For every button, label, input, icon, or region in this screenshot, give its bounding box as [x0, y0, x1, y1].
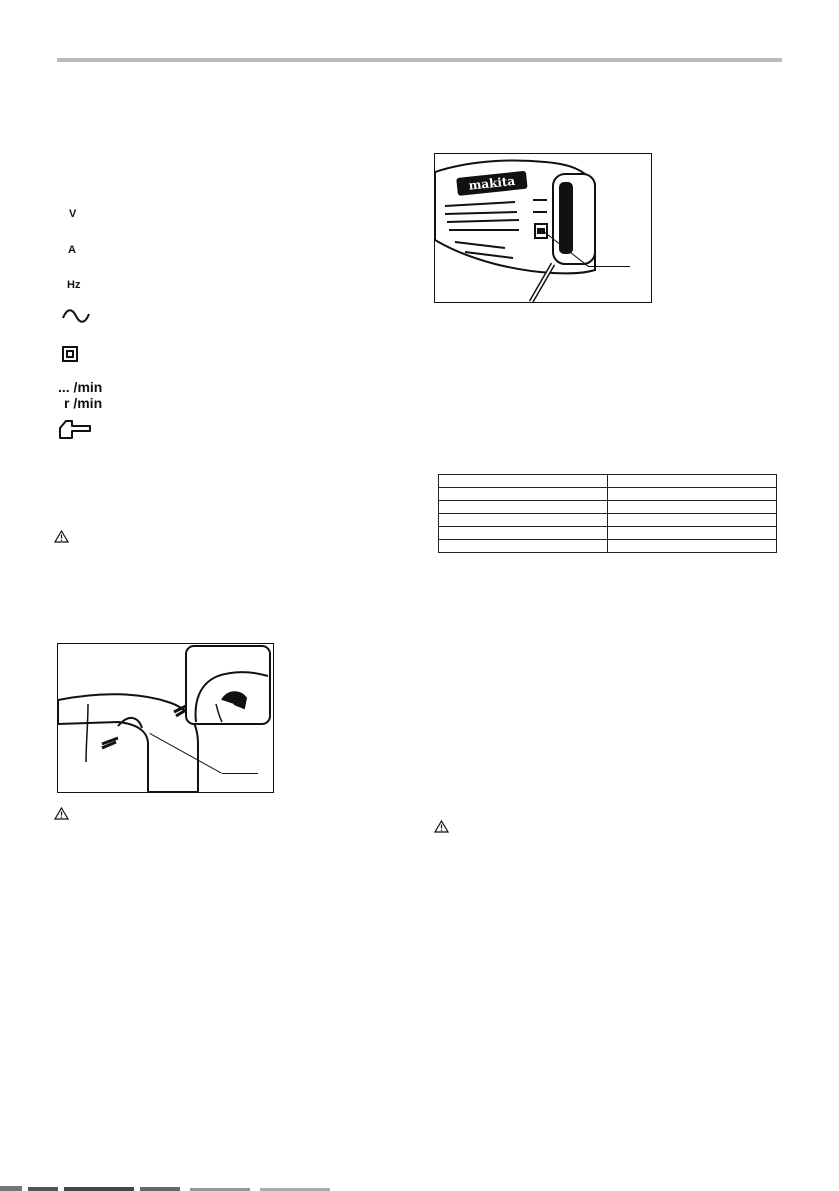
header-rule	[57, 58, 782, 62]
hertz-symbol: Hz	[67, 279, 81, 291]
warning-triangle-icon	[434, 820, 449, 833]
hammer-icon	[58, 419, 92, 439]
table-row	[439, 540, 777, 553]
warning-triangle-icon	[54, 807, 69, 820]
double-square-icon	[62, 346, 78, 362]
speed-symbol-line1: ... /min	[58, 379, 103, 395]
tool-switch-illustration	[435, 154, 651, 302]
speed-symbol-line2: r /min	[64, 395, 103, 411]
callout-line	[588, 266, 630, 267]
makita-tool-switch-figure	[434, 153, 652, 303]
table-row	[439, 475, 777, 488]
amperes-symbol: A	[68, 244, 76, 256]
ac-wave-icon	[61, 308, 91, 324]
table-row	[439, 488, 777, 501]
volts-symbol: V	[69, 208, 77, 220]
table-row	[439, 527, 777, 540]
brand-logo: makita	[467, 173, 516, 193]
table-row	[439, 501, 777, 514]
warning-triangle-icon	[54, 530, 69, 543]
cord-hook-figure	[57, 643, 274, 793]
bottom-edge-marks	[0, 1186, 340, 1191]
callout-line	[222, 773, 258, 774]
table-row	[439, 514, 777, 527]
cord-hook-illustration	[58, 644, 273, 792]
spec-table	[438, 474, 777, 553]
